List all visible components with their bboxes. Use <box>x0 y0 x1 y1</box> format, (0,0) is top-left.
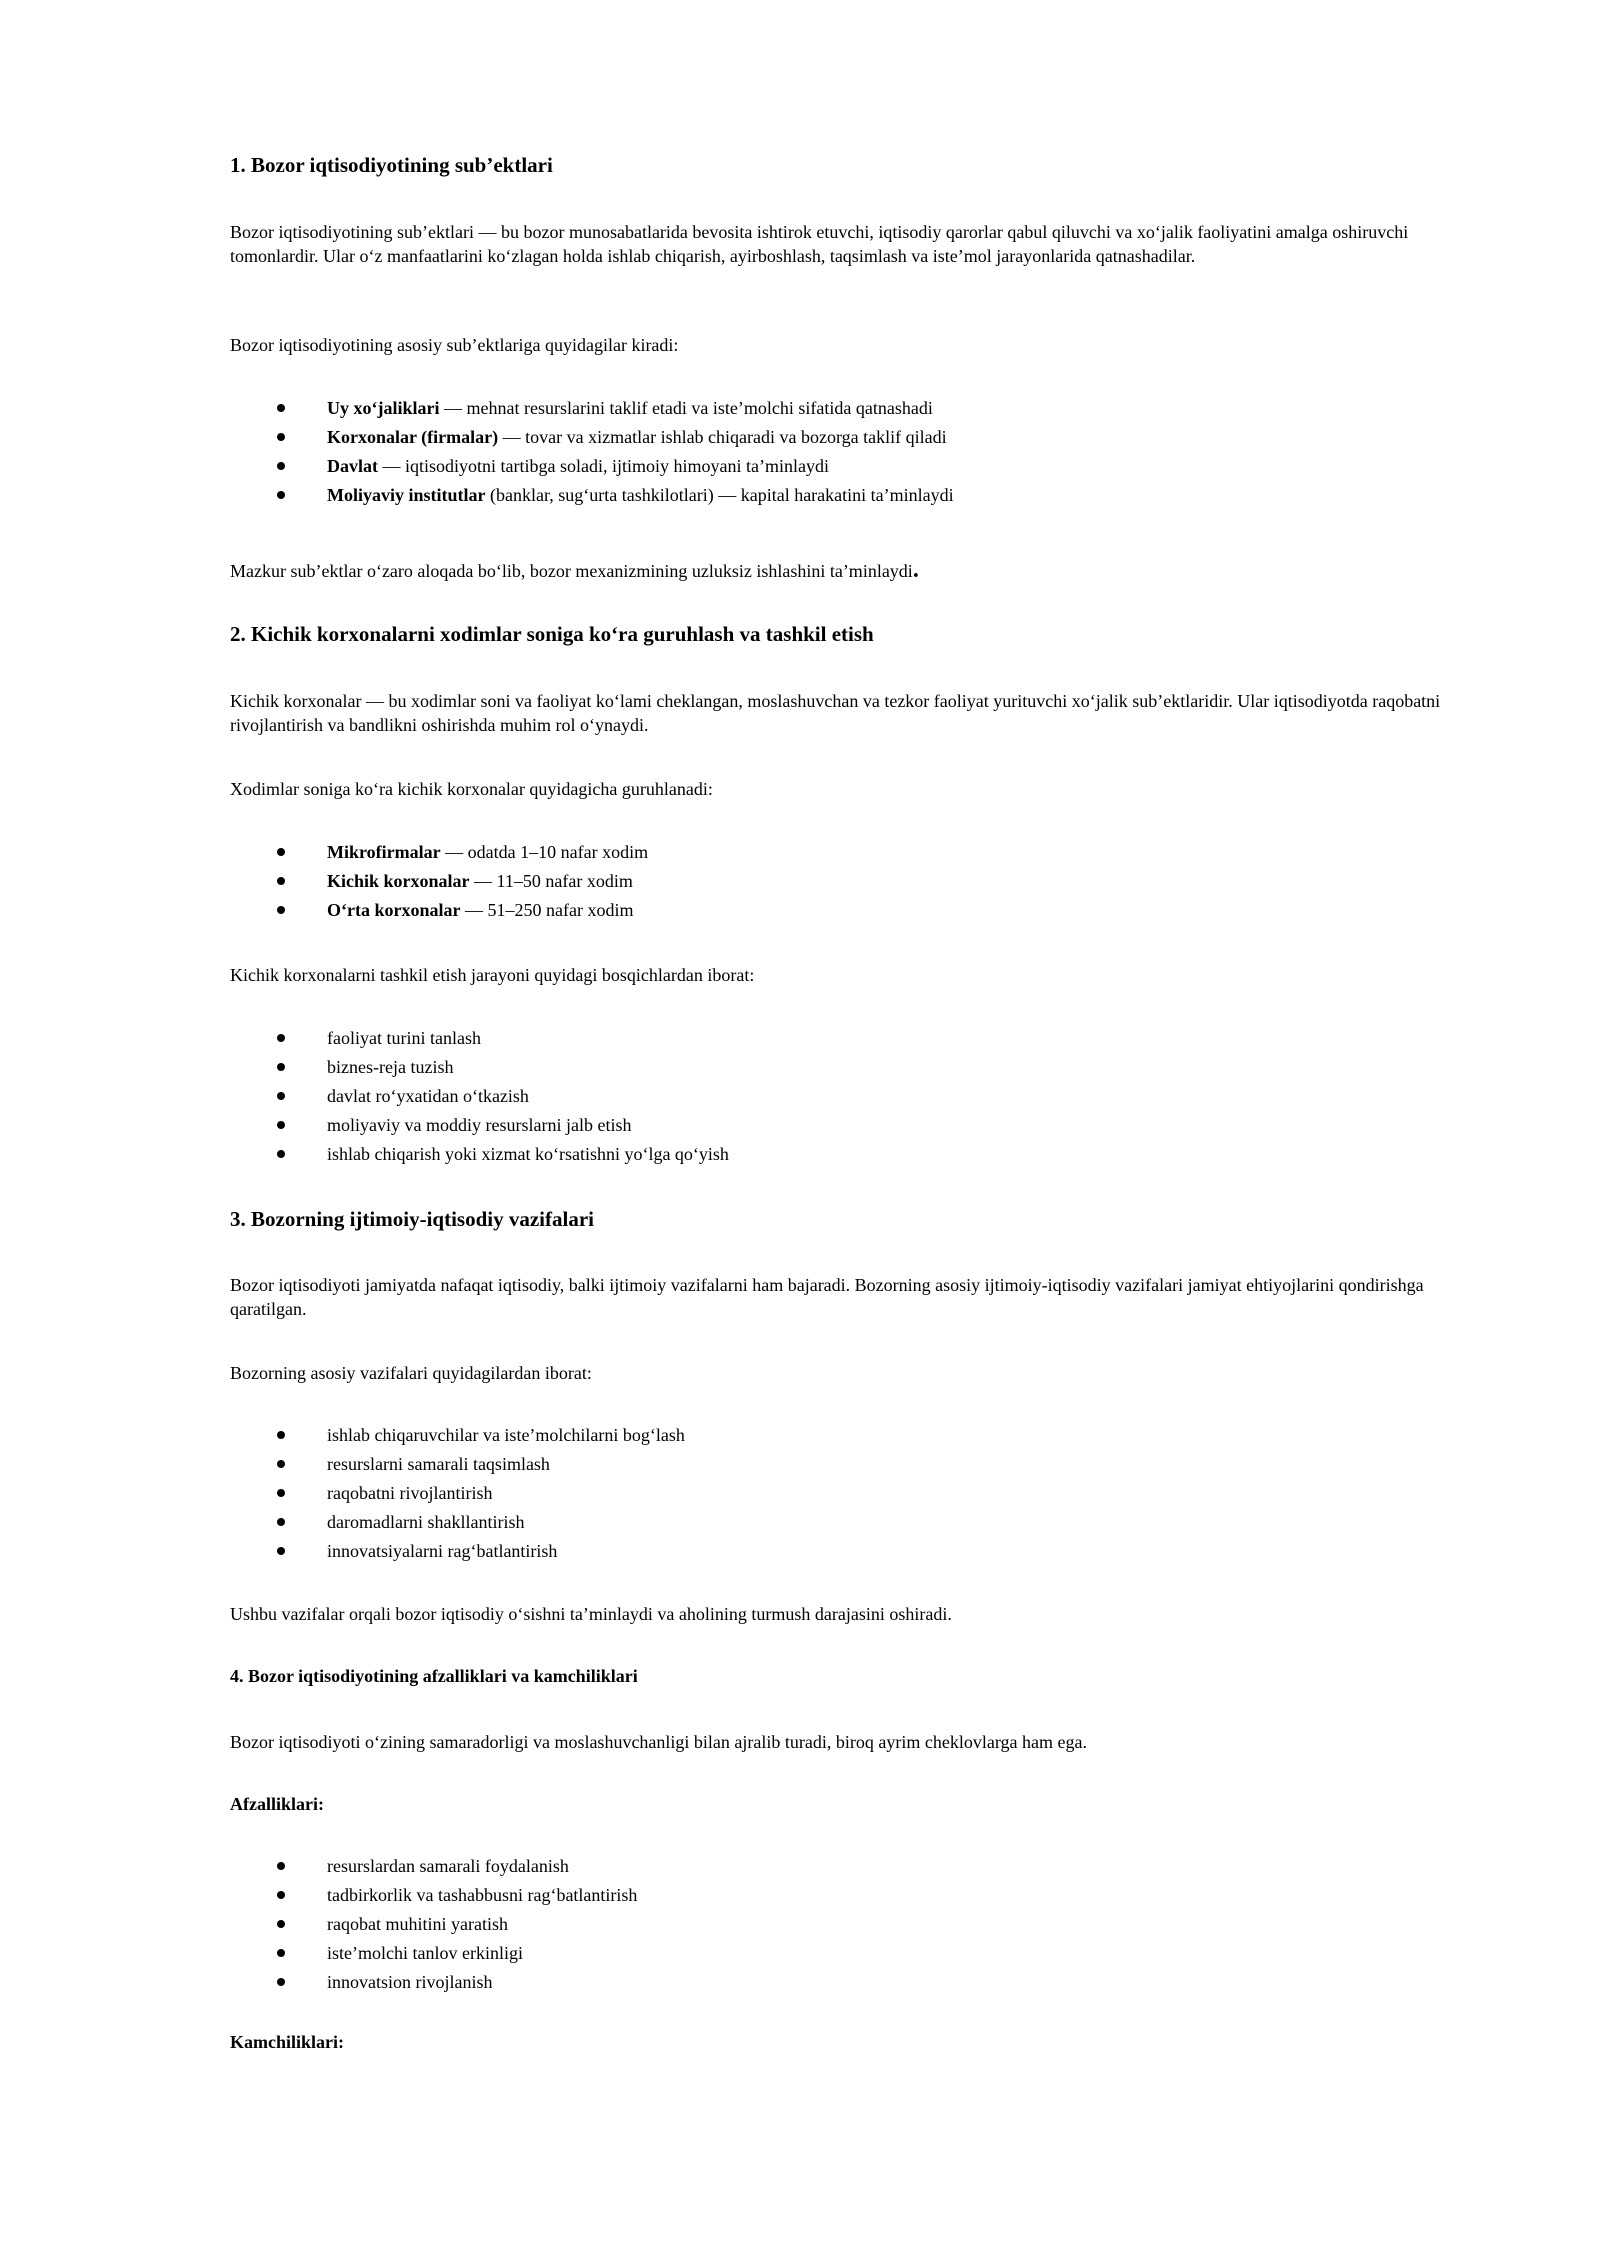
list-item-text: davlat ro‘yxatidan o‘tkazish <box>327 1086 529 1106</box>
section-4-cons-title: Kamchiliklari: <box>230 2032 344 2052</box>
bullet-icon <box>277 877 285 885</box>
list-item <box>230 1450 685 1479</box>
list-item <box>230 1852 637 1881</box>
bullet-icon <box>277 1460 285 1468</box>
bullet-icon <box>277 1547 285 1555</box>
list-item <box>230 1881 637 1910</box>
list-item-text: — mehnat resurslarini taklif etadi va iste’molchi sifatida qatnashadi <box>439 398 933 418</box>
bullet-icon <box>277 1862 285 1870</box>
list-item <box>230 1053 729 1082</box>
bullet-icon <box>277 1920 285 1928</box>
section-1-list <box>230 394 954 510</box>
list-item-text: faoliyat turini tanlash <box>327 1028 481 1048</box>
list-item-text: raqobatni rivojlantirish <box>327 1483 493 1503</box>
list-item <box>230 1910 637 1939</box>
list-item <box>230 1111 729 1140</box>
list-item-text: innovatsion rivojlanish <box>327 1972 493 1992</box>
list-item <box>230 867 648 896</box>
list-item-text: — 11–50 nafar xodim <box>469 871 633 891</box>
bullet-icon <box>277 1489 285 1497</box>
bullet-icon <box>277 462 285 470</box>
section-2-steps-list <box>230 1024 729 1169</box>
list-item <box>230 1024 729 1053</box>
section-4-paragraph-1: Bozor iqtisodiyoti o‘zining samaradorligi va moslashuvchanligi bilan ajralib turadi, biroq ayrim cheklovlarga ham ega. <box>230 1732 1087 1752</box>
bullet-icon <box>277 1431 285 1439</box>
list-item <box>230 1421 685 1450</box>
list-item-term: Moliyaviy institutlar <box>327 485 486 505</box>
bullet-icon <box>277 848 285 856</box>
section-3-paragraph-3: Ushbu vazifalar orqali bozor iqtisodiy o‘sishni ta’minlaydi va aholining turmush darajasini oshiradi. <box>230 1604 952 1624</box>
list-item <box>230 838 648 867</box>
list-item-text: — odatda 1–10 nafar xodim <box>440 842 649 862</box>
list-item <box>230 1082 729 1111</box>
section-2-paragraph-3: Kichik korxonalarni tashkil etish jarayoni quyidagi bosqichlardan iborat: <box>230 965 755 985</box>
list-item-text: resurslarni samarali taqsimlash <box>327 1454 550 1474</box>
bullet-icon <box>277 1092 285 1100</box>
bullet-icon <box>277 1063 285 1071</box>
list-item-text: — 51–250 nafar xodim <box>460 900 634 920</box>
list-item-text: raqobat muhitini yaratish <box>327 1914 508 1934</box>
bullet-icon <box>277 1150 285 1158</box>
bullet-icon <box>277 404 285 412</box>
bullet-icon <box>277 1518 285 1526</box>
list-item <box>230 1537 685 1566</box>
list-item-text: daromadlarni shakllantirish <box>327 1512 525 1532</box>
list-item-term: Korxonalar (firmalar) <box>327 427 499 447</box>
section-3-paragraph-2: Bozorning asosiy vazifalari quyidagilardan iborat: <box>230 1363 592 1383</box>
list-item-term: Davlat <box>327 456 378 476</box>
section-2-title: 2. Kichik korxonalarni xodimlar soniga ko‘ra guruhlash va tashkil etish <box>230 622 874 646</box>
list-item <box>230 1968 637 1997</box>
section-2-size-list <box>230 838 648 925</box>
section-3-paragraph-1: Bozor iqtisodiyoti jamiyatda nafaqat iqtisodiy, balki ijtimoiy vazifalarni ham bajaradi. Bozorning asosiy ijtimoiy-iqtisodiy vazifalari jamiyat ehtiyojlarini qondirishga qaratilgan. <box>230 1275 1424 1319</box>
section-1-paragraph-3-period: . <box>912 557 919 583</box>
list-item <box>230 1508 685 1537</box>
section-2-paragraph-2: Xodimlar soniga ko‘ra kichik korxonalar quyidagicha guruhlanadi: <box>230 779 713 799</box>
section-3-title: 3. Bozorning ijtimoiy-iqtisodiy vazifalari <box>230 1207 594 1231</box>
list-item <box>230 1479 685 1508</box>
section-3-list <box>230 1421 685 1566</box>
list-item-text: moliyaviy va moddiy resurslarni jalb etish <box>327 1115 632 1135</box>
list-item <box>230 394 954 423</box>
bullet-icon <box>277 1949 285 1957</box>
section-1-paragraph-3-text: Mazkur sub’ektlar o‘zaro aloqada bo‘lib, bozor mexanizmining uzluksiz ishlashini ta’minlaydi <box>230 561 913 581</box>
list-item <box>230 423 954 452</box>
section-1-title: 1. Bozor iqtisodiyotining sub’ektlari <box>230 153 553 177</box>
section-1-paragraph-3 <box>230 558 1490 583</box>
section-4-pros-list <box>230 1852 637 1997</box>
list-item-text: — iqtisodiyotni tartibga soladi, ijtimoiy himoyani ta’minlaydi <box>378 456 829 476</box>
bullet-icon <box>277 1978 285 1986</box>
section-4-pros-title: Afzalliklari: <box>230 1794 324 1814</box>
list-item-term: Kichik korxonalar <box>327 871 470 891</box>
list-item <box>230 452 954 481</box>
list-item-text: (banklar, sug‘urta tashkilotlari) — kapital harakatini ta’minlaydi <box>485 485 954 505</box>
bullet-icon <box>277 1034 285 1042</box>
list-item-term: Mikrofirmalar <box>327 842 441 862</box>
list-item-text: ishlab chiqaruvchilar va iste’molchilarni bog‘lash <box>327 1425 685 1445</box>
list-item <box>230 1939 637 1968</box>
list-item-text: innovatsiyalarni rag‘batlantirish <box>327 1541 558 1561</box>
list-item-text: ishlab chiqarish yoki xizmat ko‘rsatishni yo‘lga qo‘yish <box>327 1144 729 1164</box>
list-item-text: iste’molchi tanlov erkinligi <box>327 1943 523 1963</box>
list-item <box>230 1140 729 1169</box>
bullet-icon <box>277 906 285 914</box>
section-1-paragraph-1: Bozor iqtisodiyotining sub’ektlari — bu bozor munosabatlarida bevosita ishtirok etuvchi, iqtisodiy qarorlar qabul qiluvchi va xo‘jalik faoliyatini amalga oshiruvchi tomonlardir. Ular o‘z manfaatlarini ko‘zlagan holda ishlab chiqarish, ayirboshlash, taqsimlash va iste’mol jarayonlarida qatnashadilar. <box>230 222 1409 266</box>
bullet-icon <box>277 433 285 441</box>
list-item <box>230 481 954 510</box>
bullet-icon <box>277 1891 285 1899</box>
list-item-text: tadbirkorlik va tashabbusni rag‘batlantirish <box>327 1885 638 1905</box>
list-item-text: — tovar va xizmatlar ishlab chiqaradi va bozorga taklif qiladi <box>498 427 947 447</box>
list-item <box>230 896 648 925</box>
bullet-icon <box>277 491 285 499</box>
section-4-title: 4. Bozor iqtisodiyotining afzalliklari va kamchiliklari <box>230 1666 638 1686</box>
list-item-term: Uy xo‘jaliklari <box>327 398 440 418</box>
list-item-text: resurslardan samarali foydalanish <box>327 1856 569 1876</box>
bullet-icon <box>277 1121 285 1129</box>
list-item-term: O‘rta korxonalar <box>327 900 461 920</box>
section-2-paragraph-1: Kichik korxonalar — bu xodimlar soni va faoliyat ko‘lami cheklangan, moslashuvchan va tezkor faoliyat yurituvchi xo‘jalik sub’ektlaridir. Ular iqtisodiyotda raqobatni rivojlantirish va bandlikni oshirishda muhim rol o‘ynaydi. <box>230 691 1441 735</box>
section-1-paragraph-2: Bozor iqtisodiyotining asosiy sub’ektlariga quyidagilar kiradi: <box>230 335 679 355</box>
list-item-text: biznes-reja tuzish <box>327 1057 454 1077</box>
